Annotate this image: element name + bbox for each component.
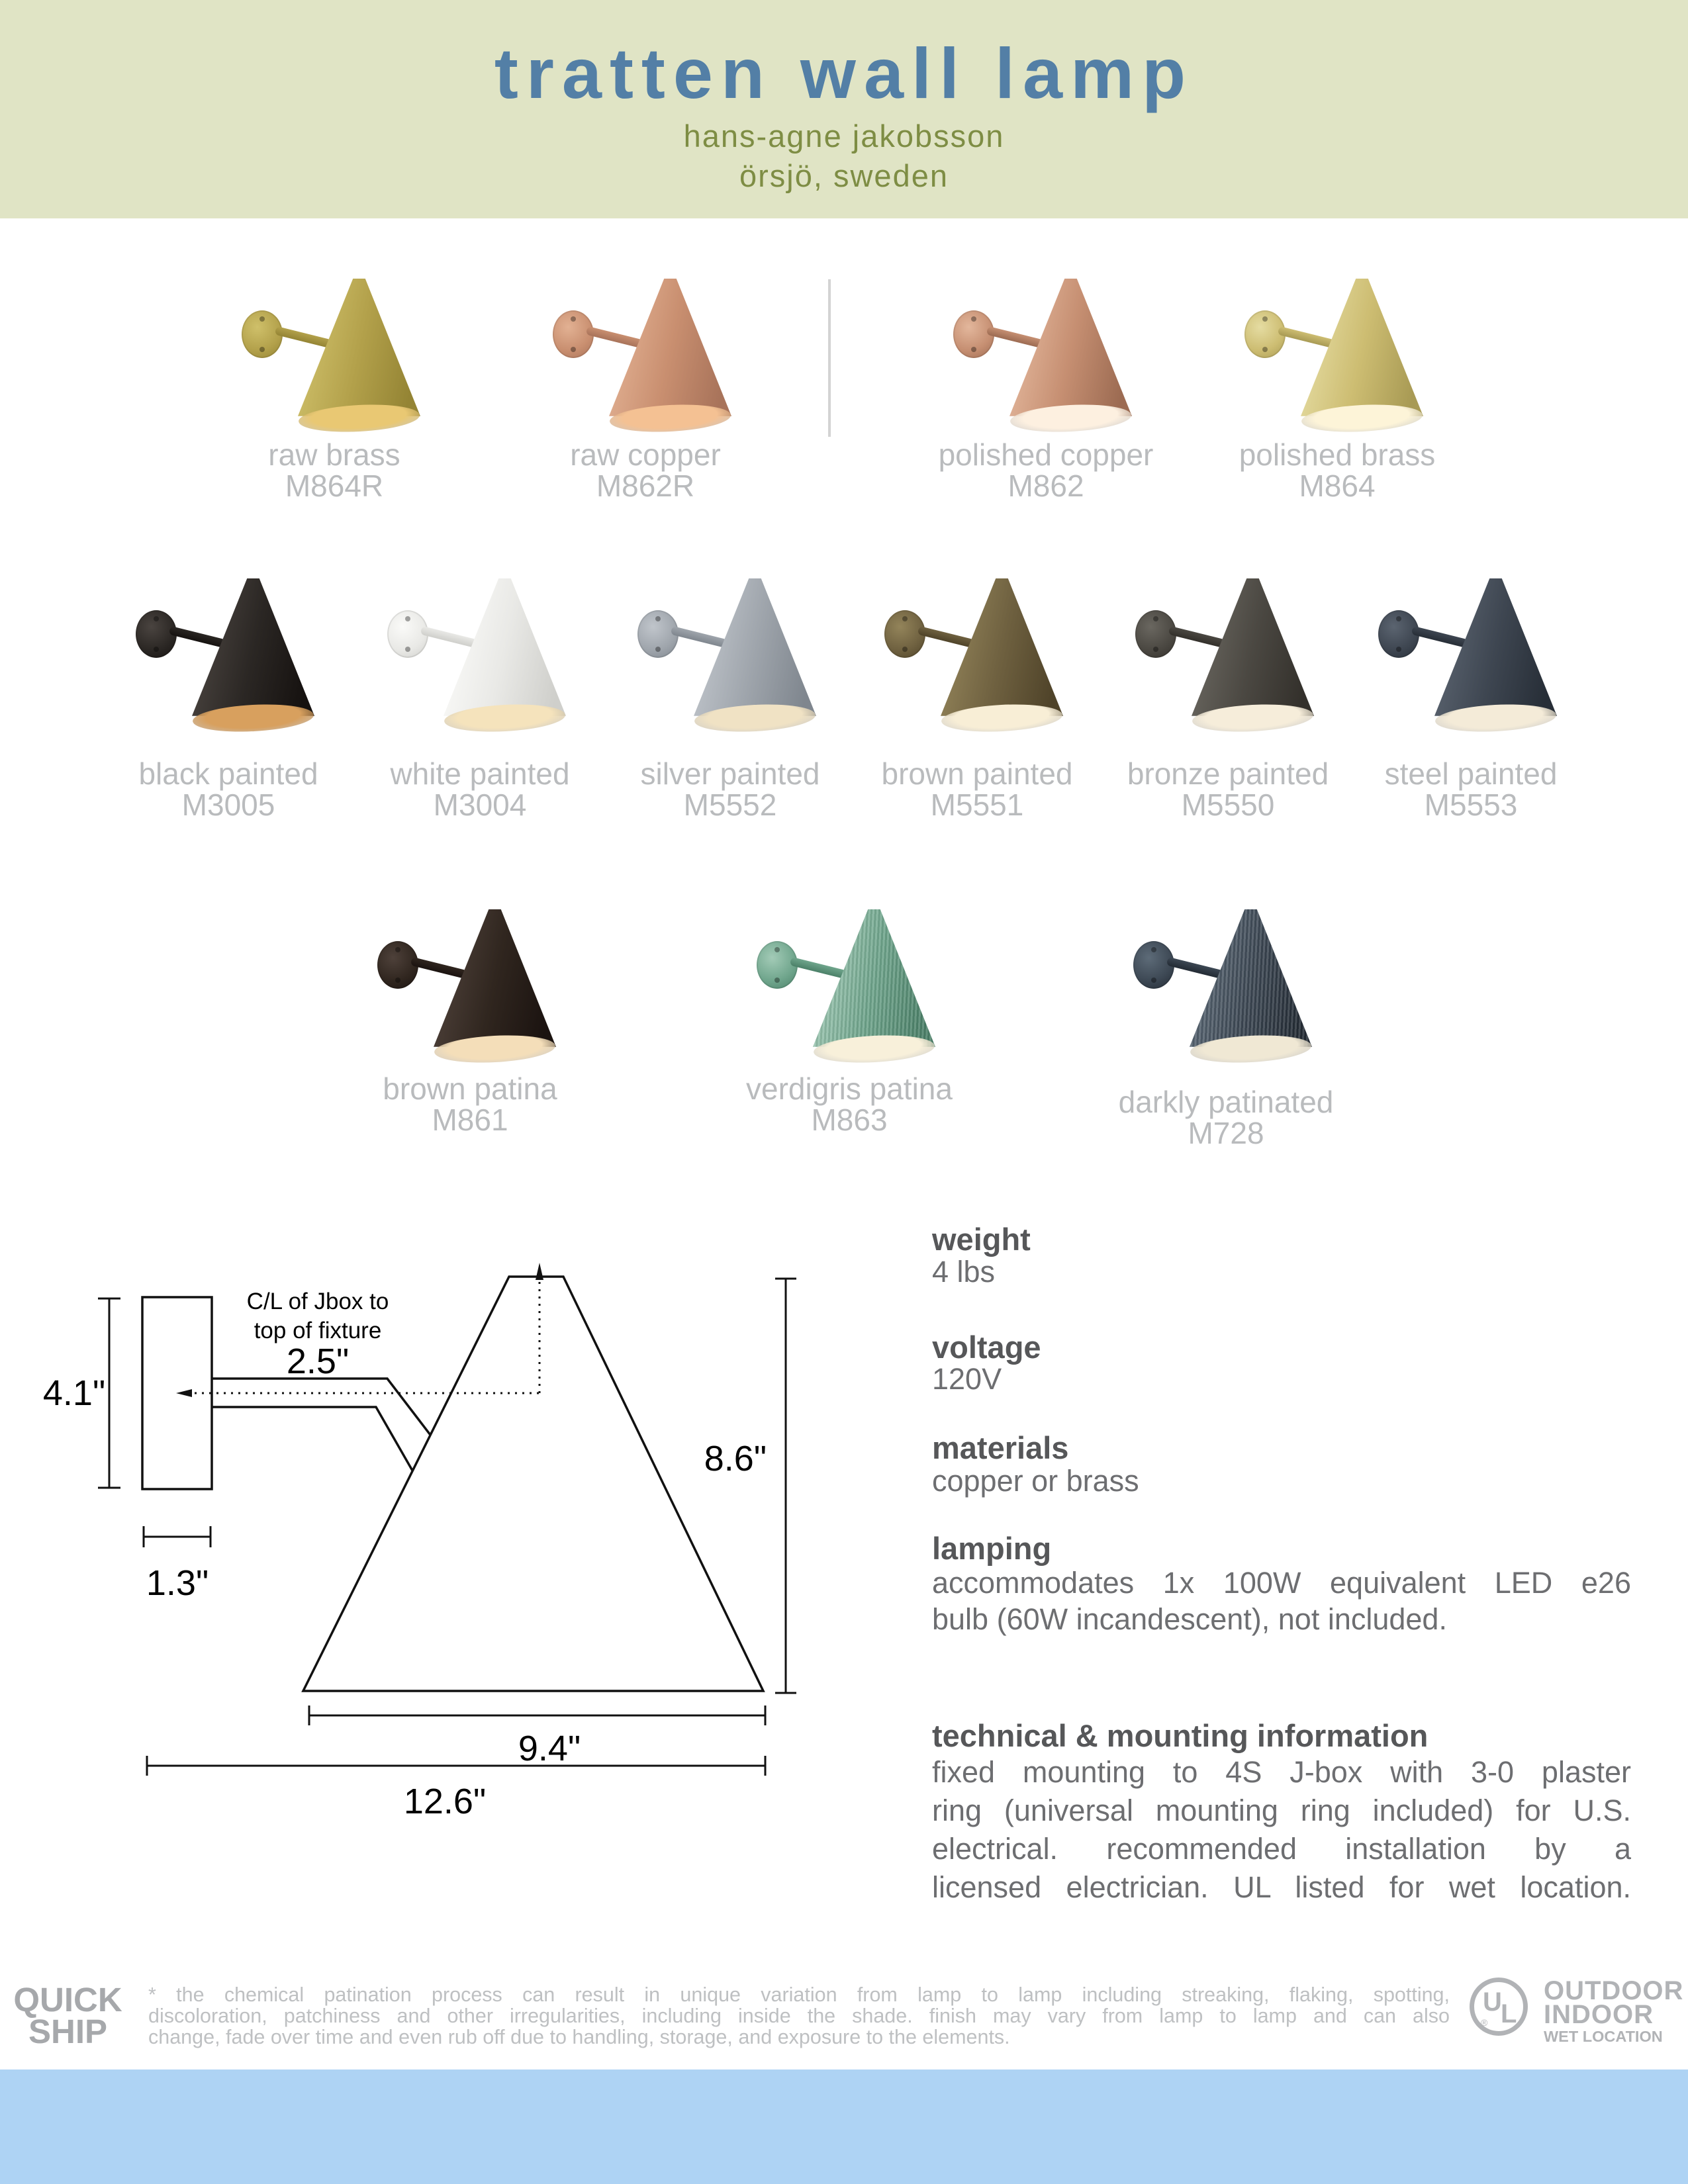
finish-model: M728 [1188, 1116, 1264, 1150]
mount-arm [169, 626, 226, 648]
technical-line: ring (universal mounting ring included) for U.S. [932, 1794, 1631, 1827]
lamp-m861 [371, 905, 569, 1071]
ul-listed-icon [1470, 1978, 1528, 2036]
jbox-note-line2: top of fixture [254, 1318, 382, 1343]
patina-disclaimer-line: * the chemical patination process can result in unique variation from lamp to lamp including streaking, flaking, spotting, [148, 1983, 1450, 2006]
cone-shade [813, 909, 935, 1050]
lamp-m5551 [878, 574, 1076, 740]
page-title: tratten wall lamp [494, 33, 1194, 113]
finish-model: M5553 [1424, 788, 1518, 822]
finish-label-m862r [490, 439, 801, 502]
finish-name: polished copper [938, 437, 1154, 472]
rating-outdoor: OUTDOOR [1544, 1976, 1684, 2005]
cone-shade [298, 279, 420, 419]
patina-disclaimer-line: change, fade over time and even rub off due to handling, storage, and exposure to the elements. [148, 2026, 1010, 2048]
dim-jbox-to-top: 2.5" [286, 1342, 350, 1381]
lamp-m3004 [381, 574, 579, 740]
mount-arm [671, 626, 728, 648]
lamp-m862r [546, 275, 745, 440]
voltage-heading: voltage [932, 1330, 1041, 1365]
finish-label-m728 [1070, 1087, 1382, 1149]
dim-plate-height: 4.1" [42, 1373, 106, 1413]
mount-arm [420, 626, 478, 648]
technical-line: fixed mounting to 4S J-box with 3-0 plaster [932, 1755, 1631, 1789]
finish-label-m5553 [1315, 758, 1626, 821]
dim-shade-width: 9.4" [518, 1729, 581, 1768]
mount-arm [1278, 326, 1335, 348]
jbox-note-line1: C/L of Jbox to [246, 1289, 389, 1314]
mount-arm [986, 326, 1044, 348]
mount-arm [586, 326, 643, 348]
lamp-m862 [947, 275, 1145, 440]
cone-shade [1190, 909, 1312, 1050]
lamping-line: accommodates 1x 100W equivalent LED e26 [932, 1566, 1631, 1600]
finish-name: darkly patinated [1118, 1085, 1334, 1119]
lamp-m864 [1238, 275, 1436, 440]
finish-model: M864 [1299, 469, 1376, 503]
cone-shade [444, 578, 566, 719]
finish-name: raw copper [570, 437, 721, 472]
dimension-diagram [0, 1238, 960, 1833]
finish-model: M864R [285, 469, 384, 503]
cone-shade [1301, 279, 1423, 419]
rating-indoor: INDOOR [1544, 2000, 1654, 2029]
finish-model: M5550 [1181, 788, 1275, 822]
technical-line: electrical. recommended installation by a [932, 1832, 1631, 1866]
mount-arm [275, 326, 332, 348]
location-rating [1544, 1976, 1688, 2046]
technical-heading: technical & mounting information [932, 1718, 1429, 1753]
finish-name: silver painted [640, 756, 820, 791]
lamp-m3005 [129, 574, 328, 740]
lamp-m5553 [1372, 574, 1570, 740]
lamp-m5552 [631, 574, 829, 740]
finish-model: M862 [1008, 469, 1084, 503]
quick-ship-badge [13, 1981, 122, 2050]
quick-ship-line1: QUICK [13, 1981, 122, 2019]
finish-label-m862 [890, 439, 1201, 502]
weight-heading: weight [932, 1222, 1031, 1257]
finish-model: M863 [811, 1103, 888, 1137]
voltage-value: 120V [932, 1362, 1002, 1396]
mount-arm [1168, 626, 1226, 648]
finish-name: bronze painted [1127, 756, 1329, 791]
mount-arm [410, 957, 468, 979]
finish-label-m864 [1182, 439, 1493, 502]
finish-model: M861 [432, 1103, 508, 1137]
dim-plate-width: 1.3" [146, 1563, 209, 1603]
lamp-m728 [1127, 905, 1325, 1071]
cone-shade [1009, 279, 1132, 419]
mount-arm [1411, 626, 1469, 648]
cone-shade [941, 578, 1063, 719]
finish-name: brown painted [881, 756, 1073, 791]
lamp-m5550 [1129, 574, 1327, 740]
mount-arm [917, 626, 975, 648]
dim-fixture-height: 8.6" [704, 1439, 767, 1479]
materials-heading: materials [932, 1430, 1069, 1465]
mount-arm [1166, 957, 1224, 979]
finish-name: white painted [390, 756, 570, 791]
cone-shade [1434, 578, 1557, 719]
quick-ship-line2: SHIP [28, 2013, 108, 2050]
cone-shade [434, 909, 556, 1050]
materials-value: copper or brass [932, 1464, 1139, 1498]
lamping-heading: lamping [932, 1531, 1052, 1566]
finish-model: M862R [596, 469, 695, 503]
finish-name: black painted [138, 756, 318, 791]
finish-name: raw brass [268, 437, 400, 472]
finish-model: M3004 [433, 788, 527, 822]
rating-wet-location: WET LOCATION [1544, 2028, 1663, 2045]
origin: örsjö, sweden [739, 158, 949, 193]
bottom-accent-bar [0, 2070, 1688, 2184]
finish-name: steel painted [1384, 756, 1558, 791]
finish-label-m863 [694, 1073, 1005, 1136]
finish-name: brown patina [383, 1071, 557, 1106]
ul-letter-u: U [1483, 1987, 1502, 2017]
finish-label-m864r [179, 439, 490, 502]
designer-name: hans-agne jakobsson [683, 118, 1005, 154]
cone-shade [694, 578, 816, 719]
finish-name: verdigris patina [746, 1071, 953, 1106]
technical-line: licensed electrician. UL listed for wet location. [932, 1870, 1631, 1904]
finish-label-m861 [314, 1073, 626, 1136]
lamping-line: bulb (60W incandescent), not included. [932, 1602, 1447, 1636]
dim-total-depth: 12.6" [403, 1782, 487, 1821]
ul-registered-mark: ® [1481, 2017, 1488, 2028]
cone-shade [609, 279, 731, 419]
lamp-m863 [750, 905, 949, 1071]
patina-disclaimer-line: discoloration, patchiness and other irregularities, including inside the shade. finish may vary from lamp to lamp and can also [148, 2005, 1450, 2027]
cone-shade [1192, 578, 1314, 719]
mount-arm [790, 957, 847, 979]
cone-shade [192, 578, 314, 719]
finish-model: M5552 [683, 788, 777, 822]
weight-value: 4 lbs [932, 1255, 996, 1289]
row-divider [828, 279, 831, 437]
arm-lower-line [212, 1407, 412, 1471]
finish-name: polished brass [1239, 437, 1436, 472]
finish-model: M5551 [930, 788, 1024, 822]
lamp-m864r [235, 275, 434, 440]
finish-model: M3005 [181, 788, 275, 822]
ul-letter-l: L [1501, 1999, 1517, 2028]
